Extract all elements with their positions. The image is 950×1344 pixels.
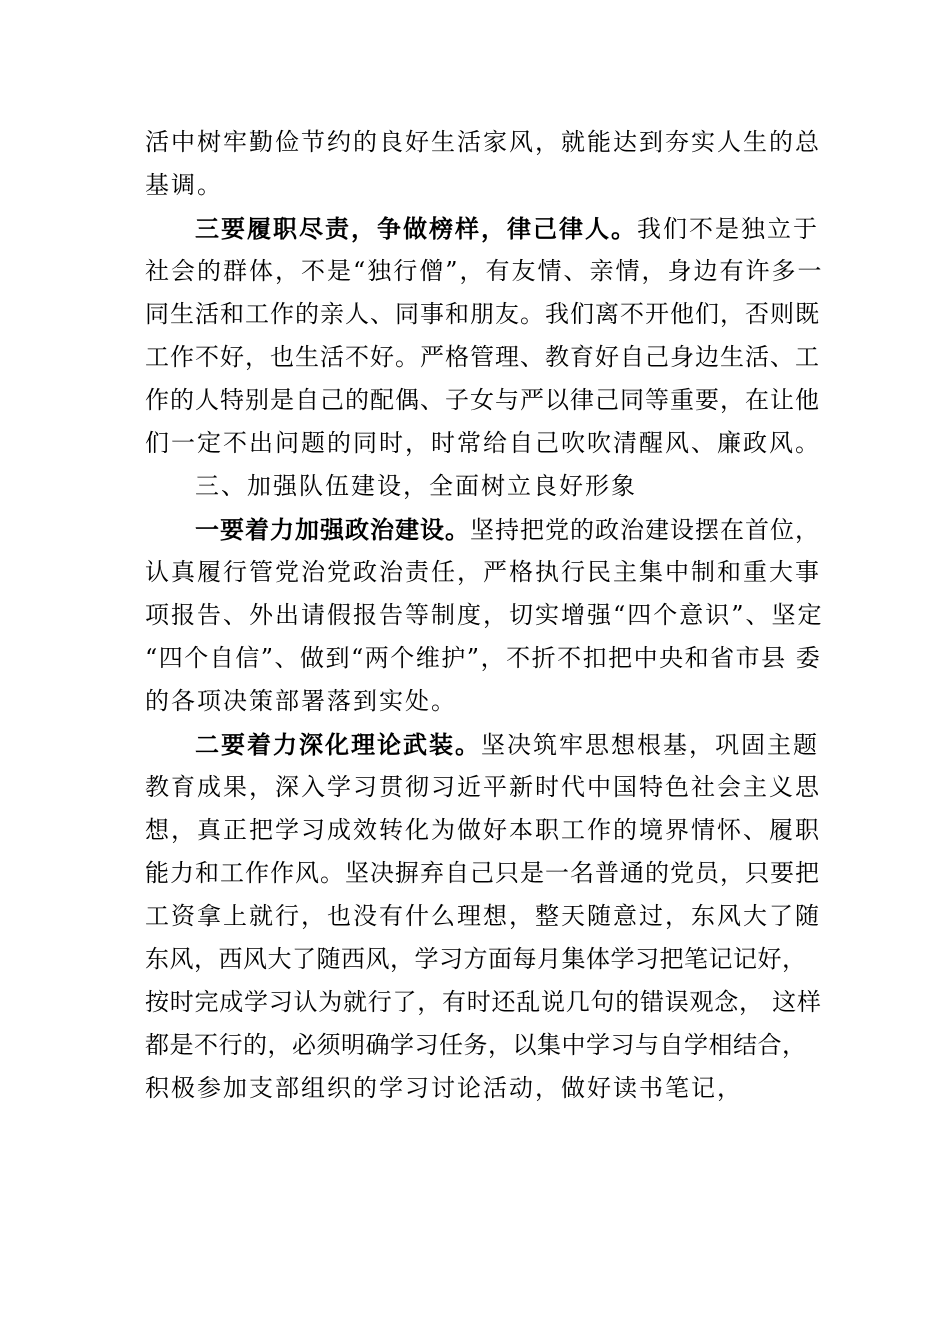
paragraph-line: 认真履行管党治党政治责任，严格执行民主集中制和重大事: [145, 558, 821, 586]
paragraph-heading: 三要履职尽责，争做榜样，律己律人。: [195, 214, 637, 243]
document-body: [145, 121, 825, 1110]
paragraph-line: [145, 207, 825, 250]
paragraph-line: 按时完成学习认为就行了，有时还乱说几句的错误观念， 这样: [145, 988, 822, 1016]
paragraph-heading: 二要着力深化理论武装。: [195, 730, 481, 759]
paragraph-line: [145, 508, 825, 551]
paragraph-line: 社会的群体，不是“独行僧”，有友情、亲情，身边有许多一: [145, 257, 824, 285]
paragraph-line: 都是不行的，必须明确学习任务，以集中学习与自学相结合，: [145, 1031, 807, 1059]
paragraph-line: 的各项决策部署落到实处。: [145, 687, 457, 715]
paragraph-line: 活中树牢勤俭节约的良好生活家风，就能达到夯实人生的总: [145, 128, 821, 156]
paragraph-line: 能力和工作作风。坚决摒弃自己只是一名普通的党员，只要把: [145, 859, 820, 887]
paragraph-line: 工资拿上就行，也没有什么理想，整天随意过，东风大了随: [145, 902, 821, 930]
paragraph-line: 东风，西风大了随西风，学习方面每月集体学习把笔记记好，: [145, 945, 807, 973]
paragraph-line: 工作不好，也生活不好。严格管理、教育好自己身边生活、工: [145, 343, 820, 371]
section-heading: 三、加强队伍建设，全面树立良好形象: [195, 472, 637, 500]
paragraph-line: 作的人特别是自己的配偶、子女与严以律己同等重要，在让他: [145, 386, 820, 414]
paragraph-line: 教育成果，深入学习贯彻习近平新时代中国特色社会主义思: [145, 773, 821, 801]
paragraph-line: 项报告、外出请假报告等制度，切实增强“四个意识”、坚定: [145, 601, 824, 629]
paragraph-line: 想，真正把学习成效转化为做好本职工作的境界情怀、履职: [145, 816, 821, 844]
paragraph-line: [145, 723, 825, 766]
paragraph-line: 积极参加支部组织的学习讨论活动，做好读书笔记，: [145, 1074, 743, 1102]
paragraph-heading: 一要着力加强政治建设。: [195, 515, 470, 544]
paragraph-line: 同生活和工作的亲人、同事和朋友。我们离不开他们，否则既: [145, 300, 820, 328]
paragraph-text: 坚持把党的政治建设摆在首位，: [470, 516, 820, 544]
paragraph-line: 们一定不出问题的同时，时常给自己吹吹清醒风、廉政风。: [145, 429, 821, 457]
paragraph-text: 我们不是独立于: [637, 215, 819, 243]
paragraph-line: “四个自信”、做到“两个维护”，不折不扣把中央和省市县 委: [145, 644, 822, 672]
paragraph-line: 基调。: [145, 171, 223, 199]
paragraph-text: 坚决筑牢思想根基，巩固主题: [481, 731, 819, 759]
